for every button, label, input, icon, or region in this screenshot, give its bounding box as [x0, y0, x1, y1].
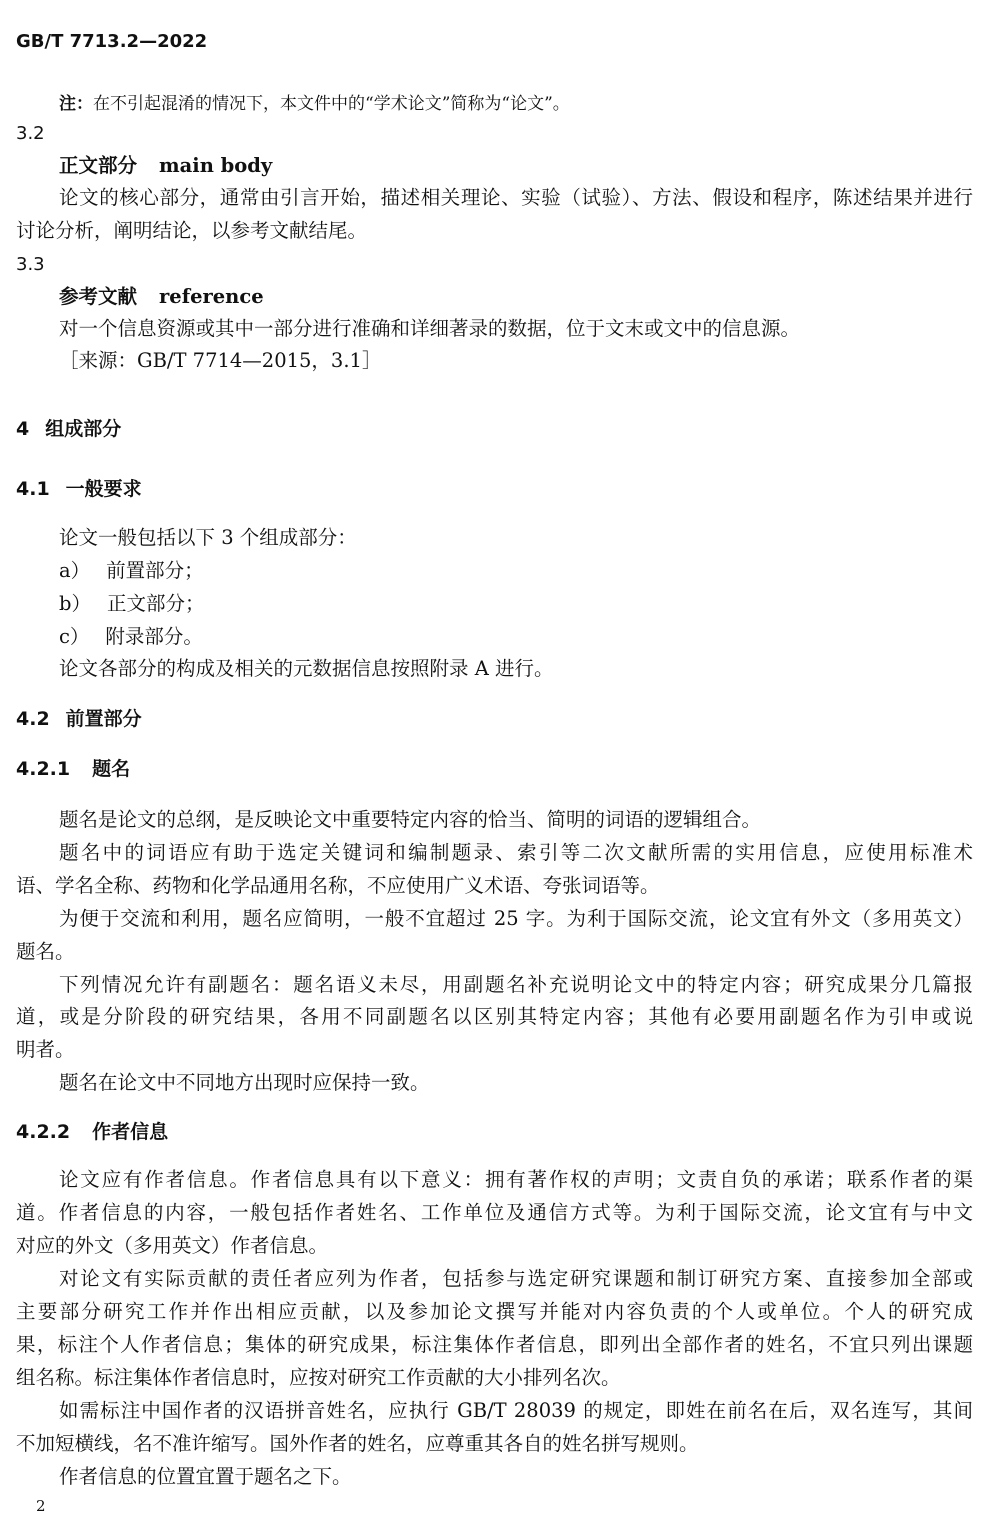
term-heading — [59, 283, 264, 311]
section-number: 4 — [16, 418, 30, 440]
section-number: 4.2.1 — [16, 758, 71, 780]
section-heading — [16, 1118, 168, 1146]
list-text: 附录部分。 — [105, 625, 203, 648]
list-marker: a） — [59, 559, 91, 582]
section-heading — [16, 415, 121, 443]
section-title: 组成部分 — [45, 418, 122, 440]
paragraph-line: 为便于交流和利用，题名应简明，一般不宜超过 25 字。为利于国际交流，论文宜有外文（多用英文） — [59, 907, 973, 930]
paragraph-line: 不加短横线，名不准许缩写。国外作者的姓名，应尊重其各自的姓名拼写规则。 — [16, 1432, 699, 1455]
section-title: 一般要求 — [65, 478, 142, 500]
paragraph-line: 道。作者信息的内容，一般包括作者姓名、工作单位及通信方式等。为利于国际交流，论文宜有与中文 — [16, 1201, 973, 1224]
standard-number: GB/T 7713.2—2022 — [16, 31, 208, 52]
section-title: 作者信息 — [92, 1121, 169, 1143]
paragraph-line: 论文各部分的构成及相关的元数据信息按照附录 A 进行。 — [59, 657, 554, 680]
note — [59, 90, 570, 118]
term-number: 3.2 — [16, 123, 45, 144]
paragraph-line: 下列情况允许有副题名：题名语义未尽，用副题名补充说明论文中的特定内容；研究成果分几篇报 — [59, 973, 973, 996]
note-text: 在不引起混淆的情况下，本文件中的“学术论文”简称为“论文”。 — [93, 94, 570, 114]
paragraph-line: 题名。 — [16, 940, 75, 963]
list-text: 前置部分； — [106, 559, 204, 582]
section-heading — [16, 475, 142, 503]
section-heading — [16, 755, 130, 783]
paragraph-line: 语、学名全称、药物和化学品通用名称，不应使用广义术语、夸张词语等。 — [16, 874, 660, 897]
term-source: ［来源：GB/T 7714—2015，3.1］ — [59, 349, 382, 372]
list-marker: b） — [59, 592, 91, 615]
section-title: 题名 — [92, 758, 131, 780]
paragraph-line: 作者信息的位置宜置于题名之下。 — [59, 1465, 352, 1488]
list-marker: c） — [59, 625, 90, 648]
section-heading — [16, 705, 142, 733]
paragraph-line: 果，标注个人作者信息；集体的研究成果，标注集体作者信息，即列出全部作者的姓名，不宜只列出课题 — [16, 1333, 973, 1356]
term-en: reference — [159, 285, 264, 308]
paragraph-line: 题名中的词语应有助于选定关键词和编制题录、索引等二次文献所需的实用信息，应使用标准术 — [59, 841, 973, 864]
paragraph-line: 组名称。标注集体作者信息时，应按对研究工作贡献的大小排列名次。 — [16, 1366, 621, 1389]
term-definition-line: 讨论分析，阐明结论，以参考文献结尾。 — [16, 219, 368, 242]
term-cn: 参考文献 — [59, 285, 138, 308]
note-label: 注： — [59, 94, 93, 114]
term-cn: 正文部分 — [59, 154, 138, 177]
section-number: 4.1 — [16, 478, 50, 500]
term-en: main body — [159, 154, 273, 177]
paragraph-line: 道，或是分阶段的研究结果，各用不同副题名以区别其特定内容；其他有必要用副题名作为引申或说 — [16, 1005, 973, 1028]
paragraph-line: 对论文有实际贡献的责任者应列为作者，包括参与选定研究课题和制订研究方案、直接参加全部或 — [59, 1267, 973, 1290]
paragraph-line: 论文一般包括以下 3 个组成部分： — [59, 526, 357, 549]
term-heading — [59, 152, 272, 180]
paragraph-line: 明者。 — [16, 1038, 75, 1061]
paragraph-line: 论文应有作者信息。作者信息具有以下意义：拥有著作权的声明；文责自负的承诺；联系作者的渠 — [59, 1168, 973, 1191]
paragraph-line: 如需标注中国作者的汉语拼音姓名，应执行 GB/T 28039 的规定，即姓在前名在后，双名连写，其间 — [59, 1399, 973, 1422]
paragraph-line: 对应的外文（多用英文）作者信息。 — [16, 1234, 329, 1257]
section-number: 4.2.2 — [16, 1121, 71, 1143]
section-number: 4.2 — [16, 708, 50, 730]
term-definition-line: 论文的核心部分，通常由引言开始，描述相关理论、实验（试验）、方法、假设和程序，陈述结果并进行 — [59, 186, 973, 209]
list-item — [59, 590, 205, 618]
paragraph-line: 主要部分研究工作并作出相应贡献，以及参加论文撰写并能对内容负责的个人或单位。个人的研究成 — [16, 1300, 973, 1323]
term-definition-line: 对一个信息资源或其中一部分进行准确和详细著录的数据，位于文末或文中的信息源。 — [59, 317, 801, 340]
list-item — [59, 623, 203, 651]
section-title: 前置部分 — [65, 708, 142, 730]
page-number: 2 — [36, 1497, 46, 1515]
list-text: 正文部分； — [106, 592, 205, 615]
paragraph-line: 题名在论文中不同地方出现时应保持一致。 — [59, 1071, 430, 1094]
term-number: 3.3 — [16, 254, 45, 275]
list-item — [59, 557, 204, 585]
paragraph-line: 题名是论文的总纲，是反映论文中重要特定内容的恰当、简明的词语的逻辑组合。 — [59, 808, 762, 831]
